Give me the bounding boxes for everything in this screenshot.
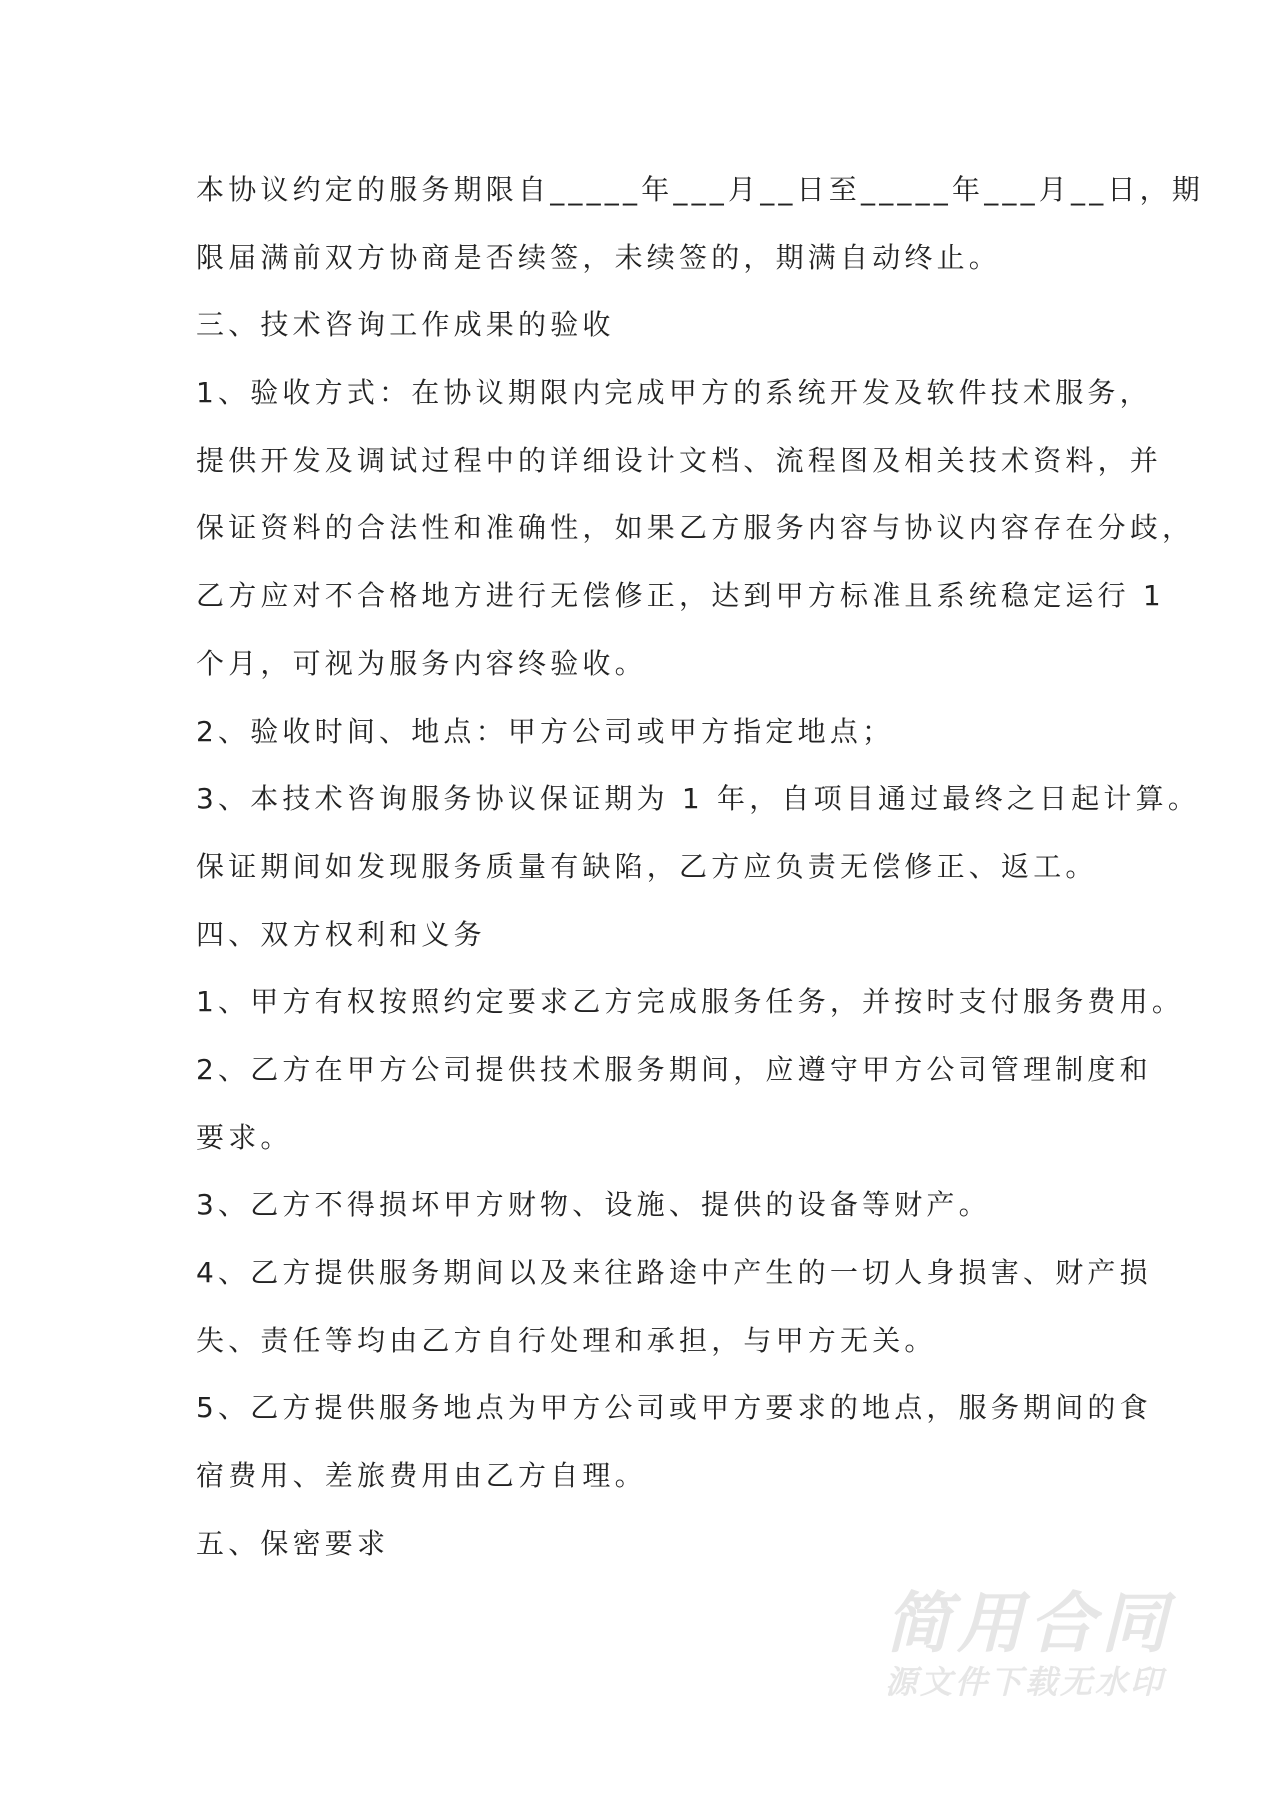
text-line: 乙方应对不合格地方进行无偿修正，达到甲方标准且系统稳定运行 1: [196, 579, 1165, 613]
text-line: 3、乙方不得损坏甲方财物、设施、提供的设备等财产。: [196, 1188, 991, 1222]
text-line: 四、双方权利和义务: [196, 917, 486, 951]
watermark-title: 简用合同: [885, 1585, 1173, 1662]
text-line: 1、验收方式：在协议期限内完成甲方的系统开发及软件技术服务，: [196, 376, 1152, 410]
text-line: 3、本技术咨询服务协议保证期为 1 年，自项目通过最终之日起计算。: [196, 782, 1201, 816]
text-line: 个月，可视为服务内容终验收。: [196, 646, 647, 680]
text-line: 提供开发及调试过程中的详细设计文档、流程图及相关技术资料，并: [196, 443, 1163, 477]
text-line: 五、保密要求: [196, 1526, 390, 1560]
text-line: 限届满前双方协商是否续签，未续签的，期满自动终止。: [196, 240, 1002, 274]
text-line: 2、验收时间、地点：甲方公司或甲方指定地点；: [196, 714, 895, 748]
text-line: 5、乙方提供服务地点为甲方公司或甲方要求的地点，服务期间的食: [196, 1391, 1152, 1425]
text-line: 4、乙方提供服务期间以及来往路途中产生的一切人身损害、财产损: [196, 1256, 1152, 1289]
watermark-logo: [885, 1585, 1173, 1704]
text-line: 要求。: [196, 1120, 293, 1154]
text-line: 保证资料的合法性和准确性，如果乙方服务内容与协议内容存在分歧，: [196, 511, 1195, 545]
watermark-subtitle: 源文件下载无水印: [885, 1663, 1166, 1701]
text-line: 1、甲方有权按照约定要求乙方完成服务任务，并按时支付服务费用。: [196, 985, 1185, 1019]
text-line: 宿费用、差旅费用由乙方自理。: [196, 1459, 647, 1493]
text-line: 失、责任等均由乙方自行处理和承担，与甲方无关。: [196, 1323, 937, 1357]
text-line: 2、乙方在甲方公司提供技术服务期间，应遵守甲方公司管理制度和: [196, 1052, 1152, 1086]
document-body: [196, 156, 1205, 1577]
text-line: 三、技术咨询工作成果的验收: [196, 308, 615, 342]
text-line: 本协议约定的服务期限自_____年___月__日至_____年___月__日，期: [196, 173, 1205, 206]
text-line: 保证期间如发现服务质量有缺陷，乙方应负责无偿修正、返工。: [196, 849, 1098, 883]
